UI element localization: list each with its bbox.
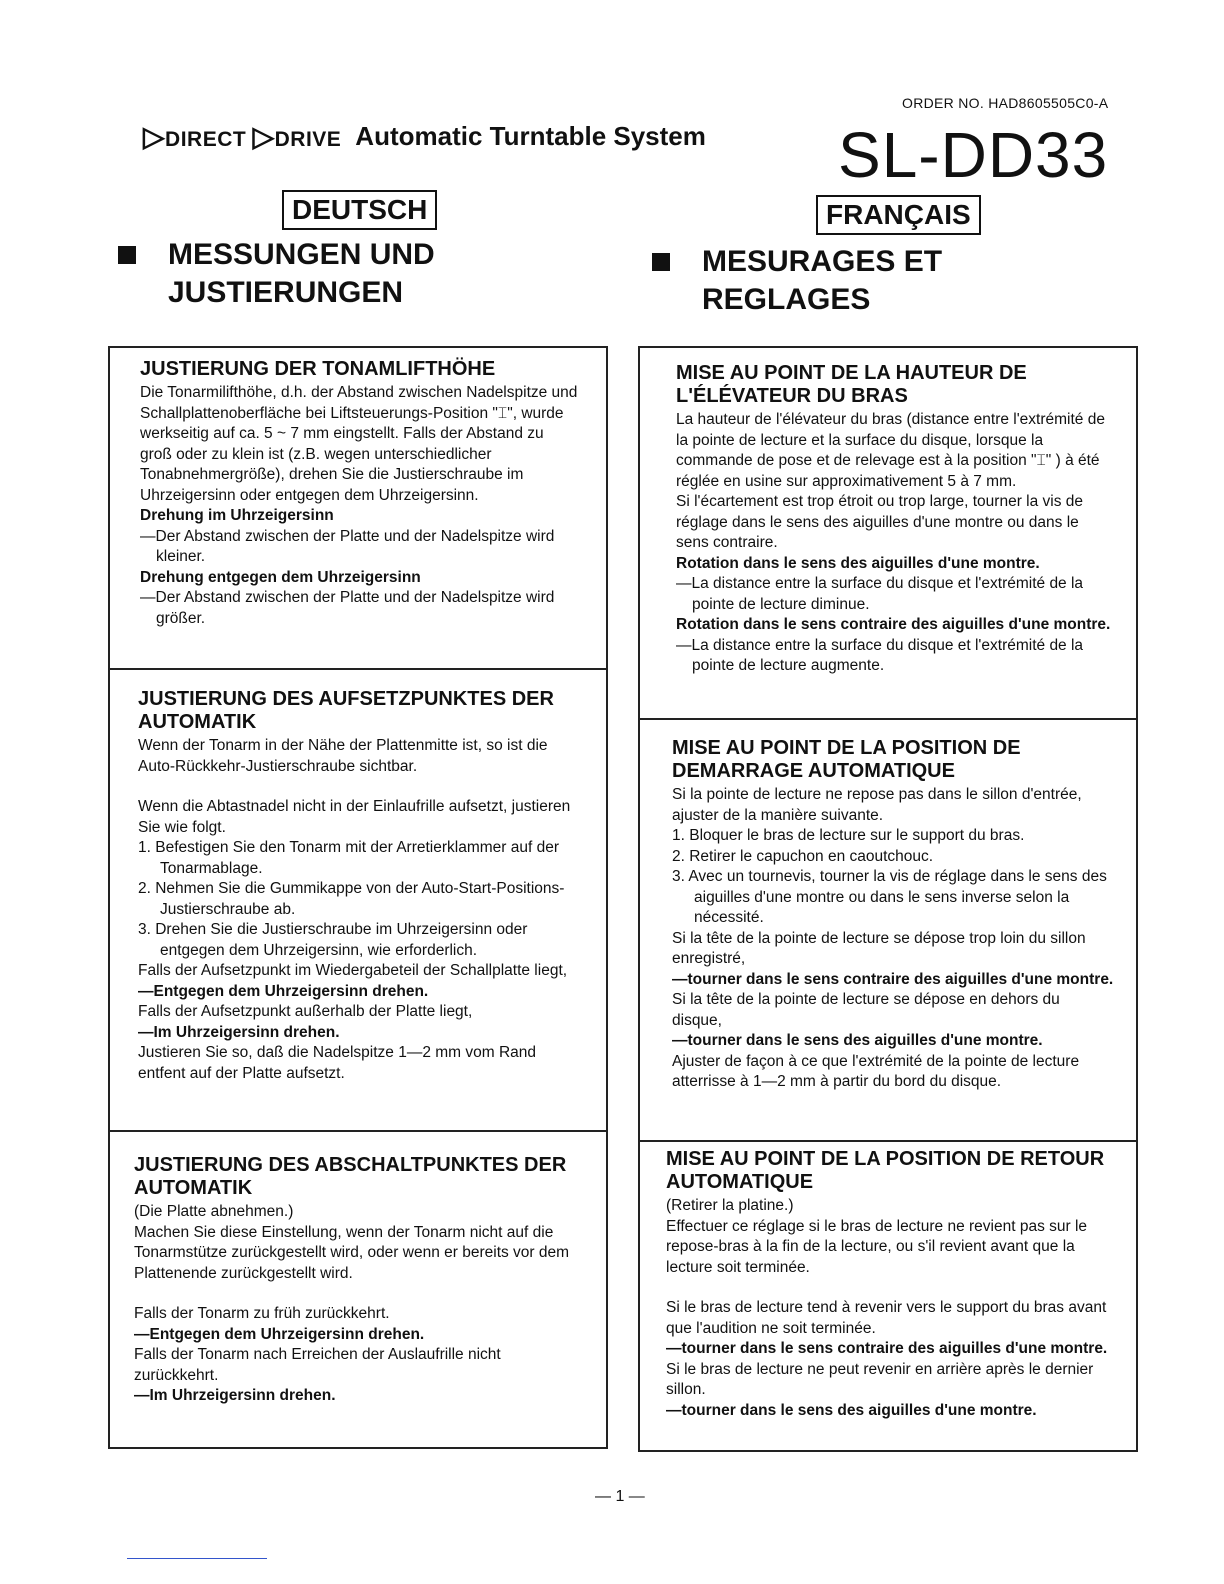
numbered-step: 3. Avec un tournevis, tourner la vis de réglage dans le sens des aiguilles d'une montre ou dans le sens inverse selon la nécessité. [672, 868, 1107, 926]
section-divider [638, 1140, 1138, 1142]
body-text: La hauteur de l'élévateur du bras (distance entre l'extrémité de la pointe de lecture et la surface du disque, lorsque la commande de pose et de relevage est à la position "⌶" ) à été réglée en usine sur approximativement 5 à 7 mm. [676, 411, 1105, 490]
body-text: Si le bras de lecture ne peut revenir en arrière après le dernier sillon. [666, 1360, 1094, 1398]
emphasis-line: —tourner dans le sens contraire des aiguilles d'une montre. [666, 1340, 1108, 1357]
page-number: — 1 — [595, 1488, 645, 1505]
section-title: JUSTIERUNG DES AUFSETZPUNKTES DER AUTOMATIK [138, 688, 554, 733]
column-francais [638, 346, 1138, 1452]
section-divider [638, 718, 1138, 720]
body-text: Justieren Sie so, daß die Nadelspitze 1—2 mm vom Rand entfent auf der Platte aufsetzt. [138, 1044, 537, 1082]
numbered-step: 2. Retirer le capuchon en caoutchouc. [672, 847, 934, 865]
heading-line: JUSTIERUNGEN [168, 276, 404, 309]
emphasis-line: —tourner dans le sens des aiguilles d'une montre. [672, 1032, 1043, 1049]
emphasis-line: —tourner dans le sens contraire des aiguilles d'une montre. [672, 970, 1114, 988]
body-text: —La distance entre la surface du disque et l'extrémité de la pointe de lecture diminue. [676, 575, 1084, 613]
body-text: Falls der Tonarm nach Erreichen der Auslaufrille nicht zurückkehrt. [134, 1346, 501, 1384]
brand-word-drive: DRIVE [274, 127, 342, 151]
paragraph-gap [134, 1284, 576, 1304]
emphasis-line: —Entgegen dem Uhrzeigersinn drehen. [138, 982, 429, 1000]
numbered-step: 1. Bloquer le bras de lecture sur le support du bras. [672, 827, 1025, 844]
box-top-border [108, 346, 608, 348]
model-number: SL-DD33 [838, 119, 1109, 191]
direct-d-icon: ▷ [143, 120, 166, 152]
heading-line: MESURAGES ET [702, 245, 943, 278]
body-text: Wenn die Abtastnadel nicht in der Einlaufrille aufsetzt, justieren Sie wie folgt. [138, 798, 571, 836]
body-text: Machen Sie diese Einstellung, wenn der Tonarm nicht auf die Tonarmstütze zurückgestellt wird, oder wenn er bereits vor dem Plattenende zurückgestellt wird. [134, 1223, 570, 1282]
section-de-3 [110, 1154, 606, 1407]
heading-line: MESSUNGEN UND [168, 238, 435, 271]
section-de-1 [110, 358, 606, 629]
body-text: Falls der Aufsetzpunkt außerhalb der Platte liegt, [138, 1003, 473, 1020]
direct-drive-logo [143, 120, 341, 153]
emphasis-line: Rotation dans le sens contraire des aiguilles d'une montre. [676, 616, 1111, 633]
body-text: Si la pointe de lecture ne repose pas dans le sillon d'entrée, ajuster de la manière suivante. [672, 786, 1082, 824]
body-text: —Der Abstand zwischen der Platte und der Nadelspitze wird größer. [140, 589, 555, 627]
body-text: Wenn der Tonarm in der Nähe der Plattenmitte ist, so ist die Auto-Rückkehr-Justierschraube sichtbar. [138, 737, 548, 775]
body-text: Die Tonarmilifthöhe, d.h. der Abstand zwischen Nadelspitze und Schallplattenoberfläche bei Liftsteuerungs-Position "⌶", wurde werkseitig auf ca. 5 ~ 7 mm eingstellt. Falls der Abstand zu groß oder zu klein ist (z.B. wegen unterschiedlicher Tonabnehmergröße), drehen Sie die Justierschraube im Uhrzeigersinn oder entgegen dem Uhrzeigersinn. [140, 384, 578, 504]
body-text: (Retirer la platine.) [666, 1197, 794, 1214]
numbered-step: 2. Nehmen Sie die Gummikappe von der Auto-Start-Positions-Justierschraube ab. [138, 880, 565, 918]
section-fr-2 [640, 737, 1136, 1093]
square-bullet-icon [118, 246, 136, 264]
numbered-step: 3. Drehen Sie die Justierschraube im Uhrzeigersinn oder entgegen dem Uhrzeigersinn, wie erforderlich. [138, 921, 528, 959]
section-title: JUSTIERUNG DES ABSCHALTPUNKTES DER AUTOMATIK [134, 1154, 567, 1199]
section-divider [108, 1130, 608, 1132]
emphasis-line: —Im Uhrzeigersinn drehen. [134, 1387, 336, 1404]
body-text: Si la tête de la pointe de lecture se dépose en dehors du disque, [672, 991, 1060, 1029]
section-de-2 [110, 688, 606, 1084]
section-title: MISE AU POINT DE LA POSITION DE RETOUR AUTOMATIQUE [666, 1148, 1105, 1193]
paragraph-gap [138, 777, 578, 797]
brand-line [143, 118, 706, 154]
section-title: MISE AU POINT DE LA POSITION DE DEMARRAGE AUTOMATIQUE [672, 737, 1021, 782]
body-text: (Die Platte abnehmen.) [134, 1203, 294, 1220]
body-text: —La distance entre la surface du disque et l'extrémité de la pointe de lecture augmente. [676, 636, 1084, 674]
lang-label-deutsch: DEUTSCH [282, 190, 437, 230]
brand-word-direct: DIRECT [165, 127, 247, 151]
section-title: JUSTIERUNG DER TONAMLIFTHÖHE [140, 358, 496, 380]
footer-rule [127, 1558, 267, 1559]
product-title: Automatic Turntable System [355, 120, 706, 151]
section-title: MISE AU POINT DE LA HAUTEUR DE L'ÉLÉVATEUR DU BRAS [676, 362, 1027, 407]
body-text: Effectuer ce réglage si le bras de lecture ne revient pas sur le repose-bras à la fin de la lecture, ou s'il revient avant que la lecture soit terminée. [666, 1217, 1088, 1276]
body-text: Falls der Tonarm zu früh zurückkehrt. [134, 1305, 390, 1322]
emphasis-line: —tourner dans le sens des aiguilles d'une montre. [666, 1401, 1037, 1419]
order-number: ORDER NO. HAD8605505C0-A [902, 95, 1109, 111]
heading-line: REGLAGES [702, 283, 871, 316]
emphasis-line: —Entgegen dem Uhrzeigersinn drehen. [134, 1325, 425, 1343]
column-deutsch [108, 346, 608, 1449]
section-divider [108, 668, 608, 670]
heading-francais [652, 243, 1072, 323]
square-bullet-icon [652, 253, 670, 271]
numbered-step: 1. Befestigen Sie den Tonarm mit der Arretierklammer auf der Tonarmablage. [138, 839, 559, 877]
drive-d-icon: ▷ [252, 120, 275, 152]
body-text: Si la tête de la pointe de lecture se dépose trop loin du sillon enregistré, [672, 929, 1086, 967]
section-fr-3 [640, 1148, 1136, 1421]
lang-label-francais: FRANÇAIS [816, 195, 981, 235]
emphasis-line: Drehung im Uhrzeigersinn [140, 507, 334, 524]
section-fr-1 [640, 362, 1136, 677]
emphasis-line: —Im Uhrzeigersinn drehen. [138, 1023, 340, 1041]
heading-deutsch [118, 236, 538, 316]
body-text: —Der Abstand zwischen der Platte und der Nadelspitze wird kleiner. [140, 527, 555, 565]
body-text: Si l'écartement est trop étroit ou trop large, tourner la vis de réglage dans le sens des aiguilles d'une montre ou dans le sens contraire. [676, 493, 1084, 551]
paragraph-gap [666, 1278, 1108, 1298]
emphasis-line: Drehung entgegen dem Uhrzeigersinn [140, 568, 421, 586]
body-text: Ajuster de façon à ce que l'extrémité de la pointe de lecture atterrisse à 1—2 mm à partir du bord du disque. [672, 1052, 1080, 1090]
body-text: Si le bras de lecture tend à revenir vers le support du bras avant que l'audition ne soit terminée. [666, 1299, 1107, 1337]
body-text: Falls der Aufsetzpunkt im Wiedergabeteil der Schallplatte liegt, [138, 962, 568, 979]
emphasis-line: Rotation dans le sens des aiguilles d'une montre. [676, 554, 1040, 572]
